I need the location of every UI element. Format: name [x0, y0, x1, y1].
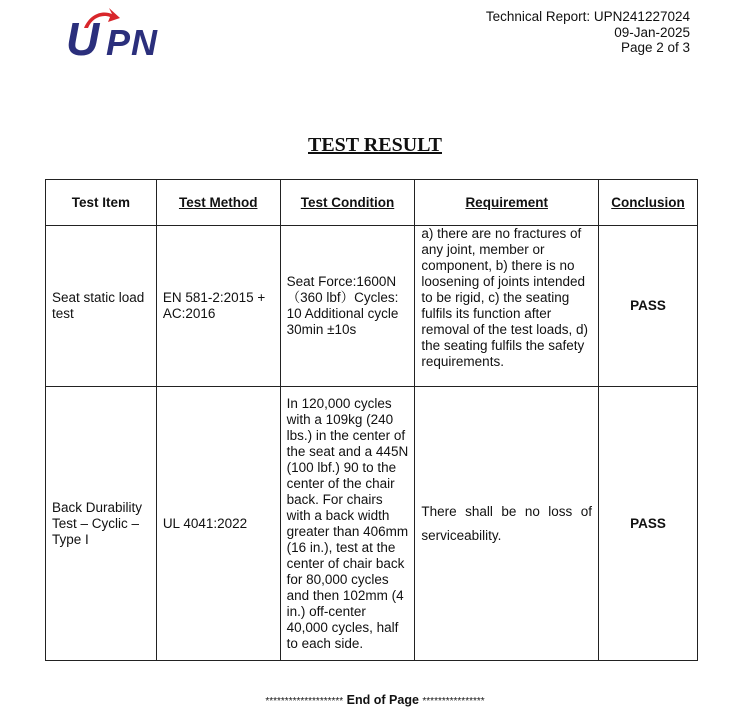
header-test-method: Test Method	[156, 180, 280, 226]
test-result-table	[45, 179, 698, 661]
cell-requirement: There shall be no loss of serviceability.	[415, 387, 599, 661]
cell-test-method: UL 4041:2022	[156, 387, 280, 661]
cell-test-condition: Seat Force:1600N（360 lbf）Cycles: 10 Additional cycle 30min ±10s	[280, 226, 415, 387]
table-header-row	[46, 180, 698, 226]
cell-test-item: Seat static load test	[46, 226, 157, 387]
logo-letters-pn: PN	[106, 22, 159, 63]
header-conclusion: Conclusion	[599, 180, 698, 226]
footer-text: End of Page	[346, 693, 419, 707]
logo-letter-u: U	[66, 13, 99, 65]
report-number: Technical Report: UPN241227024	[485, 9, 690, 24]
table-row	[46, 387, 698, 661]
footer-stars-right: ****************	[422, 696, 485, 707]
report-date: 09-Jan-2025	[614, 24, 690, 40]
report-header	[486, 9, 690, 56]
cell-requirement: a) there are no fractures of any joint, member or component, b) there is no loosening of joints intended to be rigid, c) the seating fulfils its function after removal of the test loads, d) the seating fulfils the safety requirements.	[415, 226, 599, 387]
header-test-condition: Test Condition	[280, 180, 415, 226]
upn-logo	[66, 8, 176, 66]
end-of-page-footer	[0, 693, 750, 707]
cell-test-condition: In 120,000 cycles with a 109kg (240 lbs.) in the center of the seat and a 445N (100 lbf.) 90 to the center of the chair back. For chairs with a back width greater than 406mm (16 in.), test at the center of chair back for 80,000 cycles and then 102mm (4 in.) off-center 40,000 cycles, half to each side.	[280, 387, 415, 661]
cell-conclusion: PASS	[599, 387, 698, 661]
cell-test-item: Back Durability Test – Cyclic – Type I	[46, 387, 157, 661]
footer-stars-left: ********************	[265, 696, 344, 707]
header-test-item: Test Item	[46, 180, 157, 226]
table-row	[46, 226, 698, 387]
cell-conclusion: PASS	[599, 226, 698, 387]
page-number: Page 2 of 3	[620, 40, 690, 55]
header-requirement: Requirement	[415, 180, 599, 226]
page-title: TEST RESULT	[308, 134, 442, 156]
cell-test-method: EN 581-2:2015 + AC:2016	[156, 226, 280, 387]
